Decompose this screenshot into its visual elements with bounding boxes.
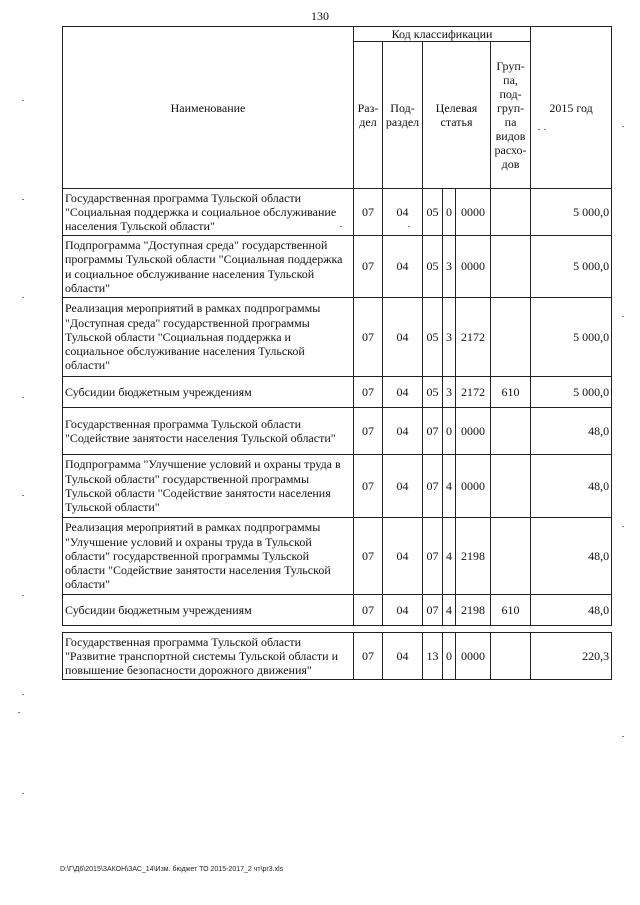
row-section: 07 [354,377,383,408]
row-cs1: 07 [423,408,443,455]
row-group [491,633,531,680]
row-cs3: 0000 [456,455,491,518]
header-row [63,27,612,42]
scan-speck [340,226,342,227]
row-section: 07 [354,408,383,455]
row-amount: 48,0 [531,595,612,626]
row-cs2: 0 [443,408,456,455]
scan-speck [622,526,624,527]
row-amount: 5 000,0 [531,298,612,377]
row-cs2: 4 [443,518,456,595]
table-row [63,189,612,236]
row-section: 07 [354,455,383,518]
row-subsection: 04 [383,518,423,595]
row-cs2: 4 [443,455,456,518]
row-cs1: 05 [423,298,443,377]
row-group [491,518,531,595]
table-row [63,236,612,298]
header-name: Наименование [63,27,354,189]
row-amount: 48,0 [531,518,612,595]
table-row [63,408,612,455]
row-cs2: 0 [443,189,456,236]
row-cs3: 2198 [456,518,491,595]
row-group [491,298,531,377]
scan-speck [622,736,624,737]
row-subsection: 04 [383,455,423,518]
row-name: Субсидии бюджетным учреждениям [63,595,354,626]
scan-speck [22,199,24,200]
scan-speck [622,126,624,127]
row-cs3: 0000 [456,408,491,455]
scan-speck [22,100,24,101]
row-subsection: 04 [383,408,423,455]
scan-speck [22,595,24,596]
table-row [63,633,612,680]
row-cs1: 05 [423,377,443,408]
row-cs1: 05 [423,189,443,236]
row-amount: 5 000,0 [531,377,612,408]
row-group: 610 [491,595,531,626]
row-group [491,189,531,236]
budget-table [62,26,612,680]
table-row [63,298,612,377]
row-group: 610 [491,377,531,408]
row-cs1: 07 [423,518,443,595]
row-cs1: 07 [423,595,443,626]
scan-speck [22,495,24,496]
row-name: Реализация мероприятий в рамках подпрограммы "Улучшение условий и охраны труда в Тульской области" государственной программы Тульской области "Содействие занятости населения Тульской области" [63,518,354,595]
row-subsection: 04 [383,189,423,236]
scan-speck [18,712,20,713]
row-cs2: 4 [443,595,456,626]
table-row [63,518,612,595]
row-subsection: 04 [383,633,423,680]
row-cs1: 13 [423,633,443,680]
row-name: Государственная программа Тульской области "Содействие занятости населения Тульской области" [63,408,354,455]
row-section: 07 [354,518,383,595]
row-section: 07 [354,633,383,680]
row-section: 07 [354,298,383,377]
row-name: Субсидии бюджетным учреждениям [63,377,354,408]
scan-speck [22,694,24,695]
row-name: Государственная программа Тульской области "Развитие транспортной системы Тульской области и повышение безопасности дорожного движения" [63,633,354,680]
page-number: 130 [311,9,329,23]
scan-speck [22,297,24,298]
row-separator [63,626,612,633]
row-cs3: 2172 [456,298,491,377]
row-cs2: 3 [443,298,456,377]
table-row [63,595,612,626]
scan-speck [22,793,24,794]
row-subsection: 04 [383,236,423,298]
row-group [491,236,531,298]
row-name: Реализация мероприятий в рамках подпрограммы "Доступная среда" государственной программы Тульской области "Социальная поддержка и социальное обслуживание населения Тульской области" [63,298,354,377]
row-amount: 48,0 [531,408,612,455]
row-amount: 5 000,0 [531,189,612,236]
table-row [63,455,612,518]
row-cs2: 3 [443,377,456,408]
row-subsection: 04 [383,595,423,626]
row-subsection: 04 [383,298,423,377]
header-year: 2015 год [531,27,612,189]
row-cs2: 3 [443,236,456,298]
header-subsection: Под-раздел [383,42,423,189]
header-section: Раз-дел [354,42,383,189]
file-path-footer: D:\Г\Д6\2015\ЗАКОН\ЗАС_14\Изм. бюджет ТО 2015-2017_2 чт\pr3.xls [60,866,284,873]
row-section: 07 [354,236,383,298]
row-cs1: 07 [423,455,443,518]
row-cs3: 2198 [456,595,491,626]
row-group [491,408,531,455]
row-name: Подпрограмма "Улучшение условий и охраны труда в Тульской области" государственной программы Тульской области "Содействие занятости населения Тульской области" [63,455,354,518]
row-name: Подпрограмма "Доступная среда" государственной программы Тульской области "Социальная поддержка и социальное обслуживание населения Тульской области" [63,236,354,298]
row-name: Государственная программа Тульской области "Социальная поддержка и социальное обслуживание населения Тульской области" [63,189,354,236]
row-cs3: 0000 [456,189,491,236]
scan-speck [22,397,24,398]
row-cs3: 2172 [456,377,491,408]
row-cs3: 0000 [456,633,491,680]
row-amount: 48,0 [531,455,612,518]
row-cs1: 05 [423,236,443,298]
row-section: 07 [354,595,383,626]
row-cs2: 0 [443,633,456,680]
row-cs3: 0000 [456,236,491,298]
header-target-item: Целевая статья [423,42,491,189]
scan-speck [622,316,624,317]
row-amount: 5 000,0 [531,236,612,298]
header-expense-group: Груп-па, под-груп-па видов расхо-дов [491,42,531,189]
row-group [491,455,531,518]
scan-speck [544,129,546,130]
scan-speck [408,226,410,227]
scan-speck [538,129,540,130]
header-classification: Код классификации [354,27,531,42]
table-row [63,377,612,408]
row-section: 07 [354,189,383,236]
row-amount: 220,3 [531,633,612,680]
row-subsection: 04 [383,377,423,408]
